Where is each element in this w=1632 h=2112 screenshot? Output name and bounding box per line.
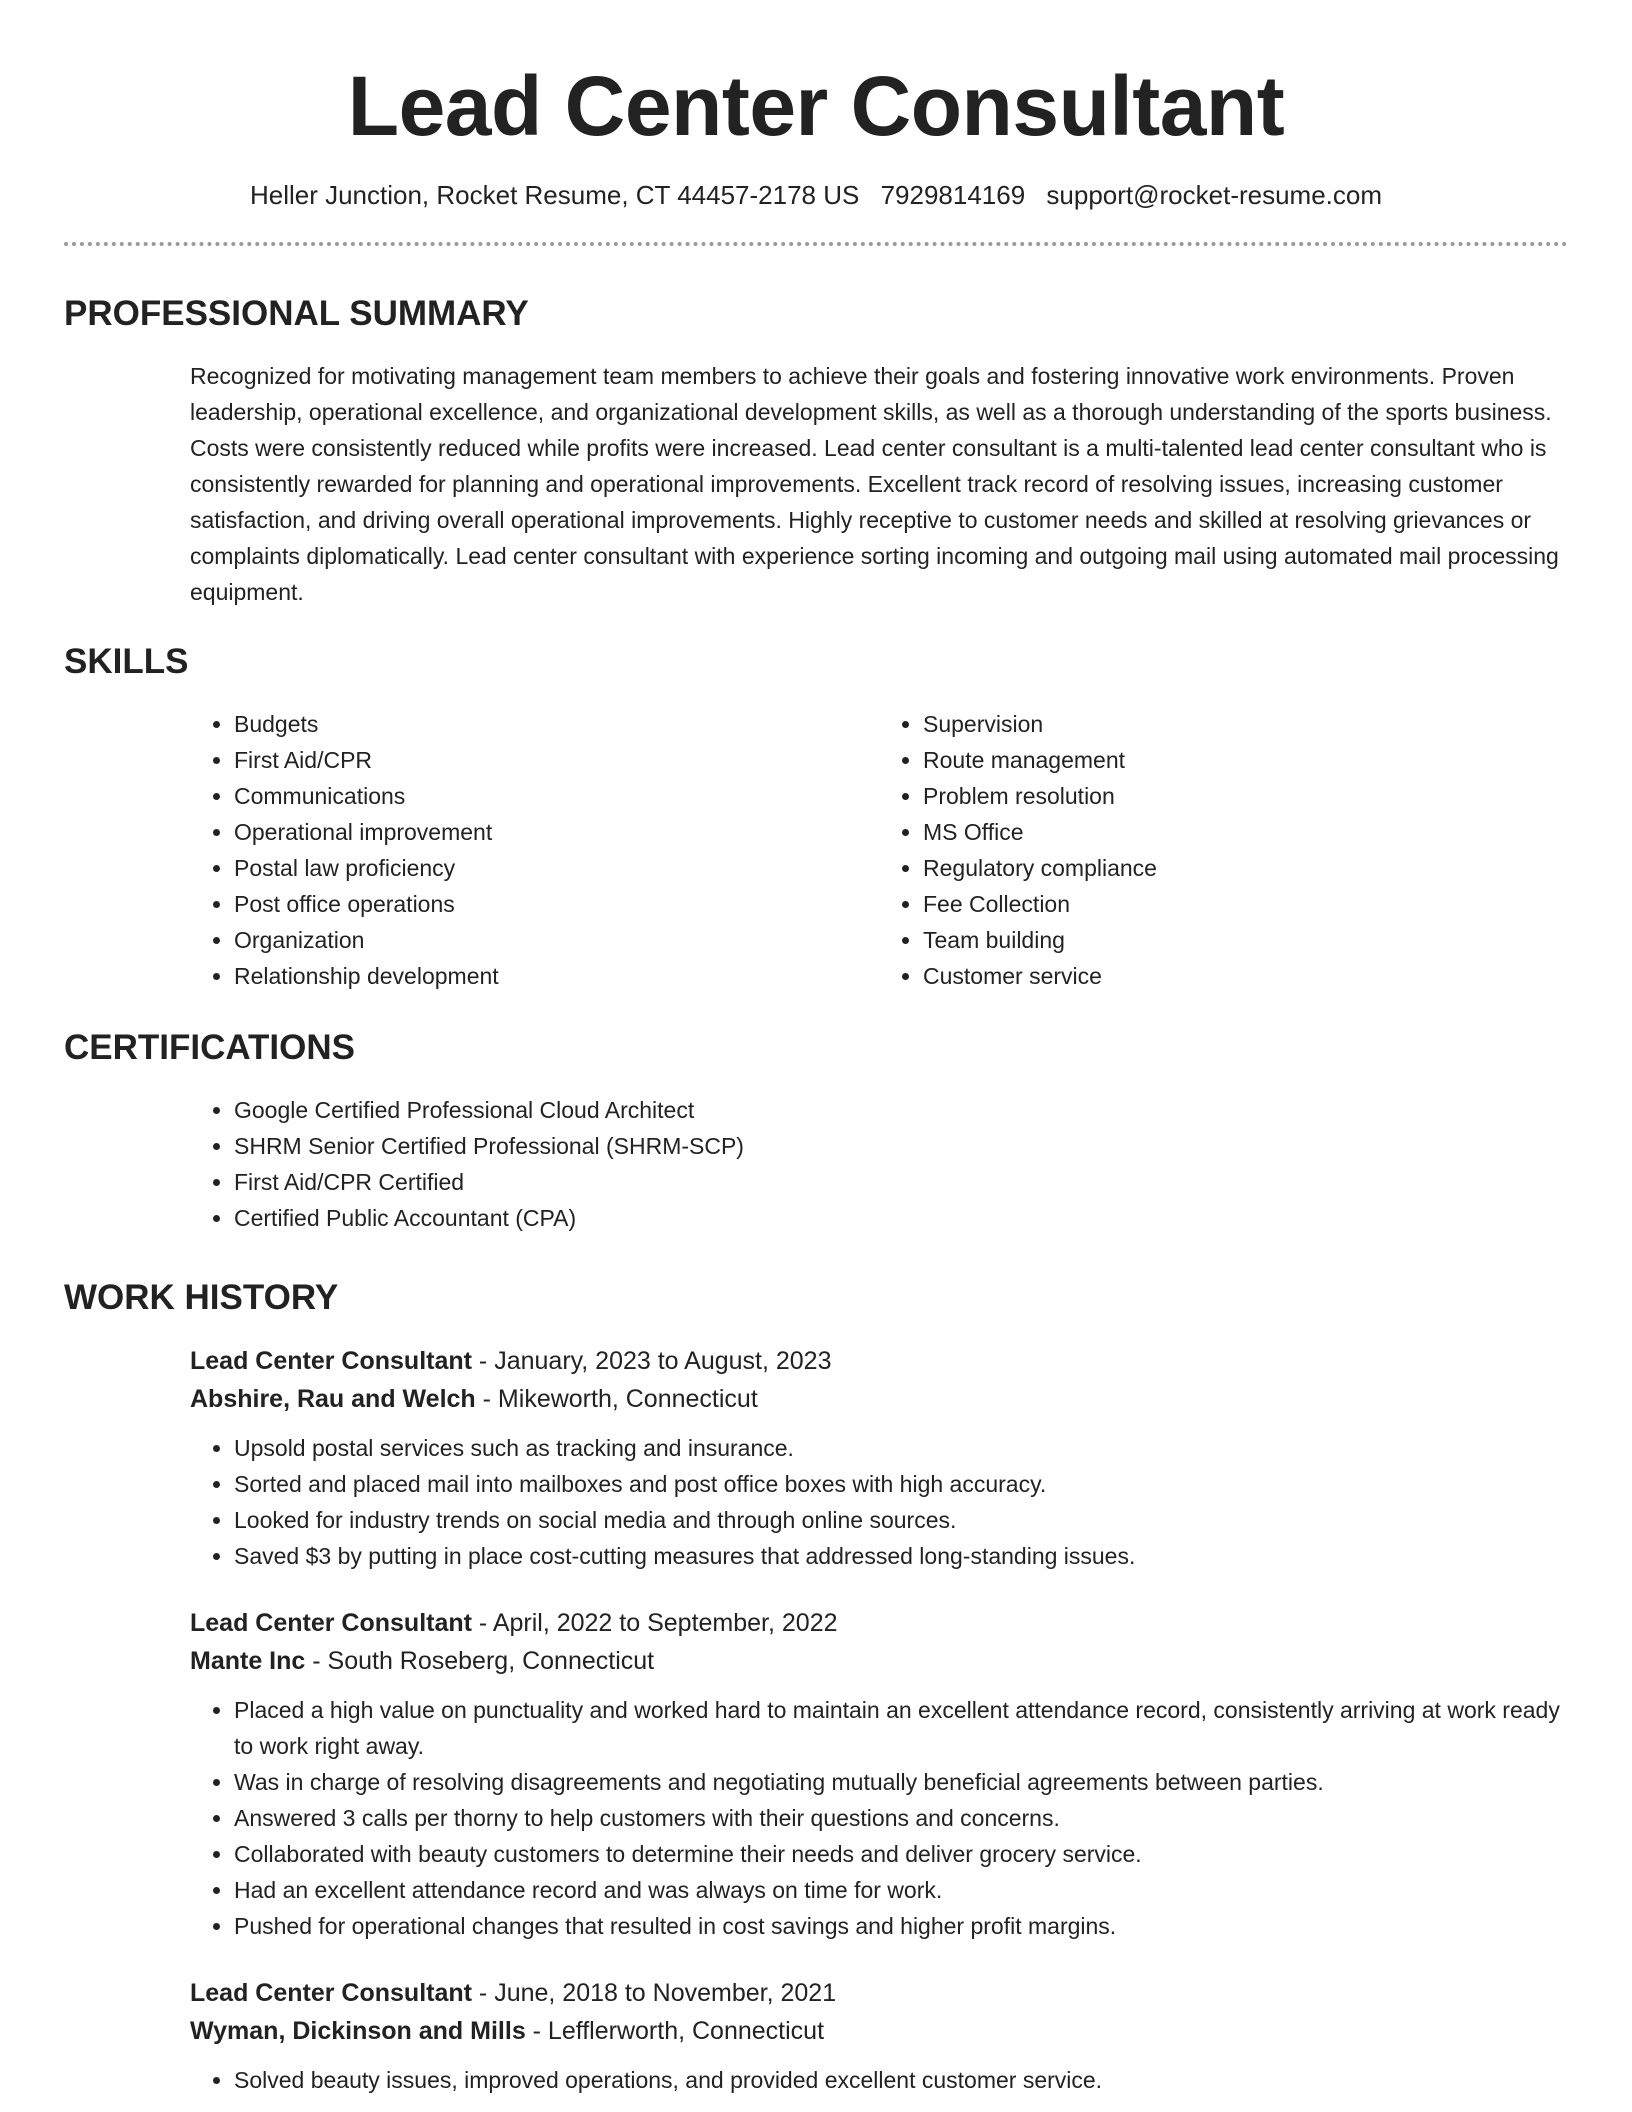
job-role-line xyxy=(190,1604,1568,1642)
job-location: - Lefflerworth, Connecticut xyxy=(525,2017,825,2045)
skill-item: • Fee Collection xyxy=(923,886,1568,922)
job-bullets xyxy=(190,2062,1568,2098)
skill-item: • Problem resolution xyxy=(923,778,1568,814)
skills-list-right xyxy=(879,706,1568,994)
job-role: Lead Center Consultant xyxy=(190,1609,472,1637)
skill-item: • Organization xyxy=(234,922,879,958)
job-bullet: • Upsold postal services such as tracking and insurance. xyxy=(234,1430,1568,1466)
job-bullet: • Pushed for operational changes that resulted in cost savings and higher profit margins. xyxy=(234,1908,1568,1944)
skills-columns xyxy=(190,706,1568,994)
section-title-work-history: WORK HISTORY xyxy=(64,1278,339,1317)
certification-item: • Google Certified Professional Cloud Architect xyxy=(234,1092,1568,1128)
job-bullets xyxy=(190,1430,1568,1574)
summary-body xyxy=(190,358,1568,610)
contact-line xyxy=(64,178,1568,212)
certification-item: • SHRM Senior Certified Professional (SHRM-SCP) xyxy=(234,1128,1568,1164)
header-divider xyxy=(64,242,1568,246)
job-location: - Mikeworth, Connecticut xyxy=(475,1385,758,1413)
summary-text: Recognized for motivating management team members to achieve their goals and fostering innovative work environments. Proven leadership, operational excellence, and organizational development skills, as well as a thorough understanding of the sports business. Costs were consistently reduced while profits were increased. Lead center consultant is a multi-talented lead center consultant who is consistently rewarded for planning and operational improvements. Excellent track record of resolving issues, increasing customer satisfaction, and driving overall operational improvements. Highly receptive to customer needs and skilled at resolving grievances or complaints diplomatically. Lead center consultant with experience sorting incoming and outgoing mail using automated mail processing equipment. xyxy=(190,363,1559,605)
certification-item: • Certified Public Accountant (CPA) xyxy=(234,1200,1568,1236)
job-dates: - June, 2018 to November, 2021 xyxy=(471,1979,837,2007)
job-entry xyxy=(190,1342,1568,1574)
section-title-certifications: CERTIFICATIONS xyxy=(64,1028,356,1067)
job-company: Wyman, Dickinson and Mills xyxy=(190,2017,526,2045)
skill-item: • Relationship development xyxy=(234,958,879,994)
job-entry xyxy=(190,1604,1568,1944)
job-bullets xyxy=(190,1692,1568,1944)
job-company-line xyxy=(190,1380,1568,1418)
certifications-body xyxy=(190,1092,1568,1236)
job-bullet: • Sorted and placed mail into mailboxes and post office boxes with high accuracy. xyxy=(234,1466,1568,1502)
job-bullet: • Had an excellent attendance record and was always on time for work. xyxy=(234,1872,1568,1908)
job-company: Abshire, Rau and Welch xyxy=(190,1385,476,1413)
certifications-list xyxy=(190,1092,1568,1236)
job-bullet: • Was in charge of resolving disagreements and negotiating mutually beneficial agreements between parties. xyxy=(234,1764,1568,1800)
contact-phone: 7929814169 xyxy=(880,180,1026,210)
job-role-line xyxy=(190,1974,1568,2012)
skill-item: • Operational improvement xyxy=(234,814,879,850)
skill-item: • MS Office xyxy=(923,814,1568,850)
job-company-line xyxy=(190,2012,1568,2050)
skill-item: • Postal law proficiency xyxy=(234,850,879,886)
section-title-summary: PROFESSIONAL SUMMARY xyxy=(64,294,529,333)
skill-item: • Customer service xyxy=(923,958,1568,994)
skill-item: • First Aid/CPR xyxy=(234,742,879,778)
job-location: - South Roseberg, Connecticut xyxy=(305,1647,655,1675)
job-dates: - January, 2023 to August, 2023 xyxy=(471,1347,832,1375)
certification-item: • First Aid/CPR Certified xyxy=(234,1164,1568,1200)
skill-item: • Route management xyxy=(923,742,1568,778)
contact-email: support@rocket-resume.com xyxy=(1046,180,1383,210)
skill-item: • Supervision xyxy=(923,706,1568,742)
job-bullet: • Looked for industry trends on social media and through online sources. xyxy=(234,1502,1568,1538)
skill-item: • Communications xyxy=(234,778,879,814)
job-company-line xyxy=(190,1642,1568,1680)
contact-address: Heller Junction, Rocket Resume, CT 44457-2178 US xyxy=(249,180,860,210)
resume-name: Lead Center Consultant xyxy=(347,59,1285,153)
skill-item: • Team building xyxy=(923,922,1568,958)
job-bullet: • Saved $3 by putting in place cost-cutting measures that addressed long-standing issues. xyxy=(234,1538,1568,1574)
job-bullet: • Collaborated with beauty customers to determine their needs and deliver grocery service. xyxy=(234,1836,1568,1872)
section-title-skills: SKILLS xyxy=(64,642,189,681)
skill-item: • Post office operations xyxy=(234,886,879,922)
skills-list-left xyxy=(190,706,879,994)
skill-item: • Budgets xyxy=(234,706,879,742)
job-role: Lead Center Consultant xyxy=(190,1347,472,1375)
job-bullet: • Answered 3 calls per thorny to help customers with their questions and concerns. xyxy=(234,1800,1568,1836)
job-bullet: • Solved beauty issues, improved operations, and provided excellent customer service. xyxy=(234,2062,1568,2098)
skill-item: • Regulatory compliance xyxy=(923,850,1568,886)
job-role: Lead Center Consultant xyxy=(190,1979,472,2007)
job-bullet: • Placed a high value on punctuality and worked hard to maintain an excellent attendance record, consistently arriving at work ready to work right away. xyxy=(234,1692,1568,1764)
job-dates: - April, 2022 to September, 2022 xyxy=(471,1609,838,1637)
job-company: Mante Inc xyxy=(190,1647,306,1675)
job-entry xyxy=(190,1974,1568,2098)
job-role-line xyxy=(190,1342,1568,1380)
